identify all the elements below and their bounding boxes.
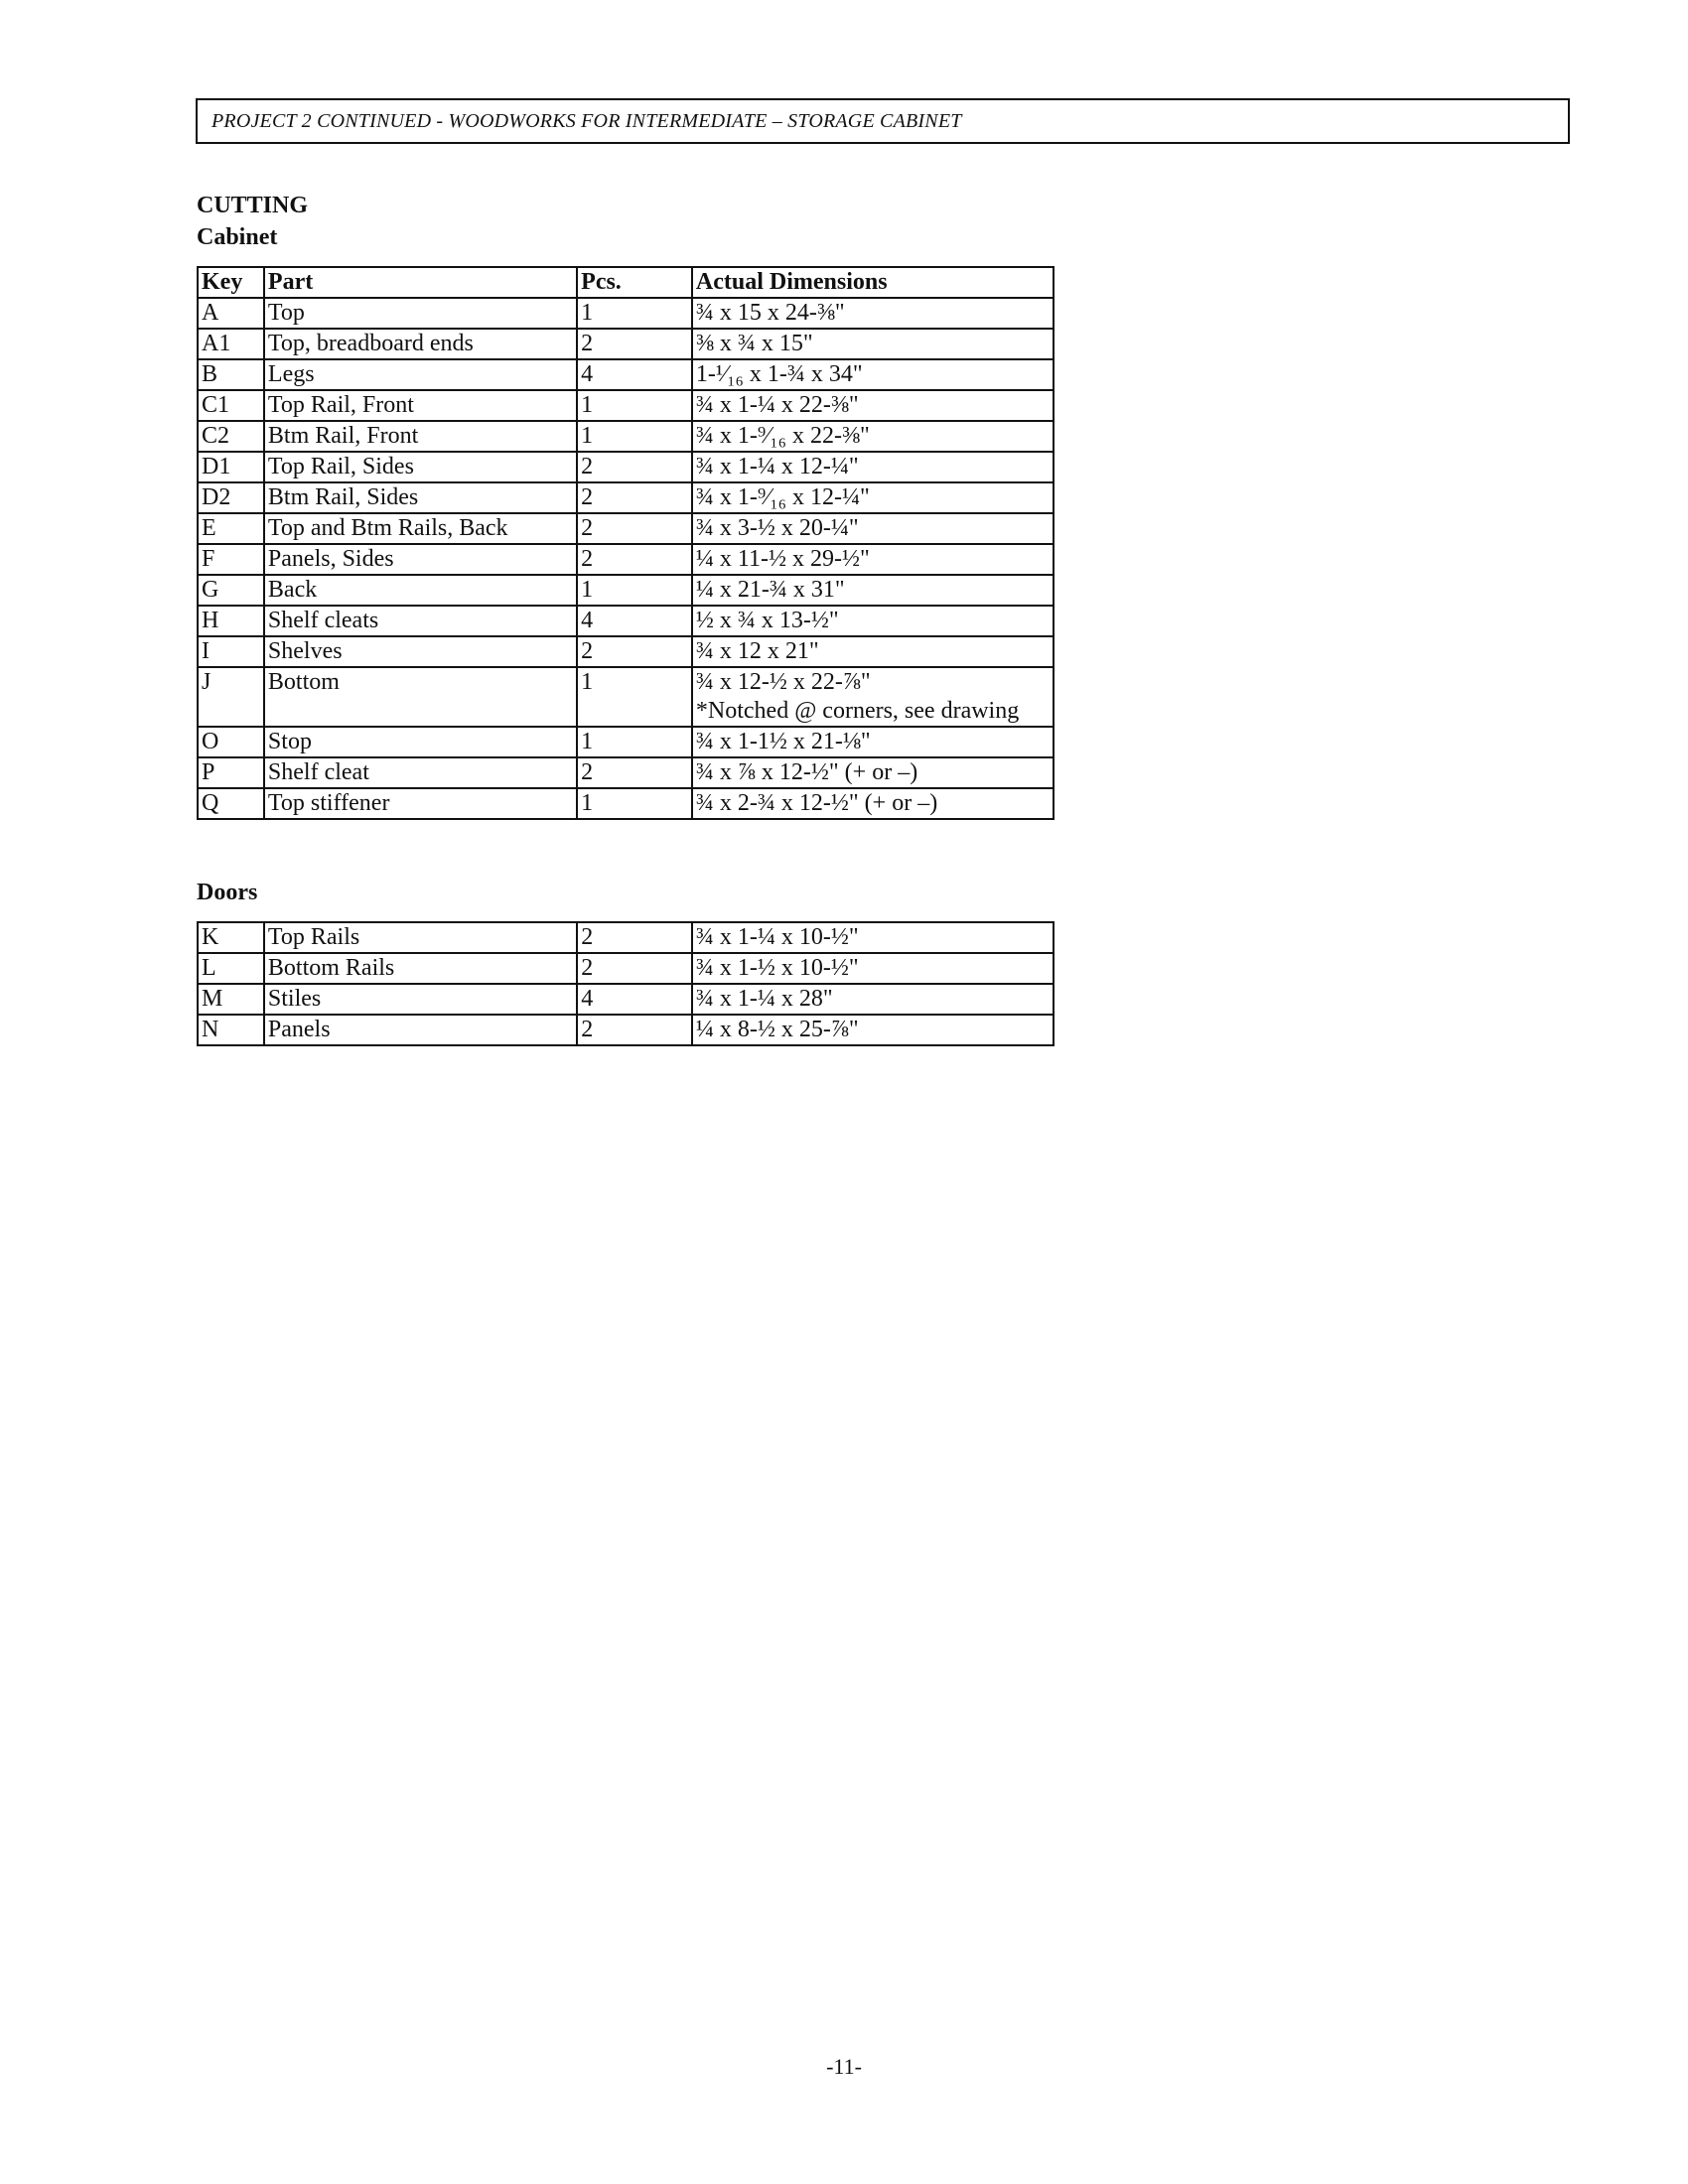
part-cell [264,922,577,953]
dimensions-cell [692,953,1054,984]
key-cell [198,298,264,329]
pcs-cell-text: 1 [581,392,594,418]
header-pcs: Pcs. [577,267,692,298]
table-row [198,606,1054,636]
table-row [198,359,1054,390]
dimensions-cell-text: ¼ x 11-½ x 29-½" [695,546,870,572]
key-cell [198,513,264,544]
dimensions-cell-text: 1-¹⁄₁₆ x 1-¾ x 34" [695,361,863,387]
pcs-cell [577,606,692,636]
pcs-cell [577,788,692,819]
cutting-title: CUTTING [197,193,309,218]
part-cell [264,757,577,788]
pcs-cell [577,953,692,984]
key-cell [198,575,264,606]
part-cell-text: Shelf cleats [267,608,379,633]
key-cell-text: H [202,608,219,633]
key-cell [198,984,264,1015]
dimensions-cell [692,1015,1054,1045]
part-cell-text: Panels [267,1017,331,1042]
key-cell-text: G [202,577,219,603]
dimensions-cell [692,298,1054,329]
dimensions-cell-text: ¼ x 8-½ x 25-⅞" [695,1017,859,1042]
key-cell-text: D1 [202,454,231,479]
key-cell [198,544,264,575]
dimensions-cell [692,390,1054,421]
part-cell-text: Bottom Rails [267,955,395,981]
pcs-cell-text: 2 [581,924,594,950]
pcs-cell-text: 2 [581,1017,594,1042]
table-row [198,421,1054,452]
doors-cutting-table [197,921,1055,1046]
pcs-cell-text: 4 [581,361,594,387]
table-row [198,329,1054,359]
dimensions-cell-text: ¾ x 15 x 24-⅜" [695,300,845,326]
dimensions-cell-text: ¾ x 3-½ x 20-¼" [695,515,859,541]
key-cell-text: A [202,300,219,326]
key-cell [198,727,264,757]
pcs-cell [577,667,692,727]
table-row [198,575,1054,606]
pcs-cell [577,390,692,421]
dimensions-cell [692,575,1054,606]
key-cell [198,1015,264,1045]
header-dimensions: Actual Dimensions [692,267,1054,298]
part-cell [264,575,577,606]
part-cell-text: Legs [267,361,315,387]
key-cell [198,359,264,390]
key-cell-text: E [202,515,216,541]
pcs-cell [577,984,692,1015]
pcs-cell-text: 4 [581,608,594,633]
key-cell [198,953,264,984]
pcs-cell-text: 1 [581,790,594,816]
pcs-cell-text: 2 [581,638,594,664]
dimensions-cell [692,727,1054,757]
key-cell-text: J [202,669,211,695]
pcs-cell-text: 2 [581,759,594,785]
table-row [198,757,1054,788]
dimensions-cell-text: ¾ x 12-½ x 22-⅞" [695,669,871,695]
part-cell [264,788,577,819]
dimensions-cell-text: ¾ x 2-¾ x 12-½" (+ or –) [695,790,938,816]
dimensions-cell [692,452,1054,482]
pcs-cell [577,298,692,329]
dimensions-cell [692,636,1054,667]
pcs-cell [577,575,692,606]
key-cell [198,922,264,953]
table-row [198,727,1054,757]
dimensions-cell-text: ¾ x ⅞ x 12-½" (+ or –) [695,759,918,785]
cabinet-cutting-table [197,266,1055,820]
key-cell [198,667,264,727]
part-cell-text: Stiles [267,986,322,1012]
pcs-cell-text: 1 [581,423,594,449]
table-row [198,544,1054,575]
pcs-cell-text: 2 [581,955,594,981]
header-part: Part [264,267,577,298]
key-cell-text: A1 [202,331,231,356]
pcs-cell-text: 2 [581,515,594,541]
pcs-cell [577,757,692,788]
key-cell [198,757,264,788]
dimensions-cell-text: ¼ x 21-¾ x 31" [695,577,845,603]
part-cell-text: Top and Btm Rails, Back [267,515,508,541]
key-cell-text: I [202,638,210,664]
table-row [198,482,1054,513]
part-cell [264,667,577,727]
key-cell [198,452,264,482]
dimensions-cell [692,482,1054,513]
table-row [198,636,1054,667]
header-title: PROJECT 2 CONTINUED - WOODWORKS FOR INTERMEDIATE – STORAGE CABINET [211,109,962,132]
pcs-cell [577,922,692,953]
table-row [198,922,1054,953]
dimensions-note: *Notched @ corners, see drawing [695,698,1020,724]
part-cell-text: Top Rail, Sides [267,454,414,479]
part-cell-text: Top stiffener [267,790,390,816]
dimensions-cell-text: ¾ x 1-¼ x 28" [695,986,833,1012]
part-cell-text: Top Rail, Front [267,392,414,418]
pcs-cell [577,452,692,482]
key-cell-text: C1 [202,392,230,418]
dimensions-cell [692,667,1054,727]
dimensions-cell-text: ⅜ x ¾ x 15" [695,331,813,356]
dimensions-cell-text: ¾ x 12 x 21" [695,638,819,664]
table-row [198,513,1054,544]
header-key: Key [198,267,264,298]
dimensions-cell [692,329,1054,359]
part-cell [264,544,577,575]
key-cell [198,329,264,359]
part-cell [264,298,577,329]
dimensions-cell-text: ¾ x 1-¼ x 22-⅜" [695,392,859,418]
part-cell [264,513,577,544]
dimensions-cell [692,421,1054,452]
part-cell-text: Shelf cleat [267,759,369,785]
key-cell [198,482,264,513]
dimensions-cell [692,984,1054,1015]
dimensions-cell [692,359,1054,390]
key-cell [198,606,264,636]
page-number: -11- [826,2054,862,2079]
table-row [198,984,1054,1015]
table-row [198,1015,1054,1045]
dimensions-cell [692,513,1054,544]
page-header [196,98,1570,144]
part-cell [264,421,577,452]
part-cell [264,953,577,984]
key-cell [198,636,264,667]
table-row [198,788,1054,819]
part-cell [264,606,577,636]
part-cell-text: Back [267,577,318,603]
pcs-cell [577,636,692,667]
table-row [198,298,1054,329]
part-cell-text: Shelves [267,638,343,664]
dimensions-cell [692,606,1054,636]
pcs-cell-text: 2 [581,484,594,510]
part-cell-text: Top Rails [267,924,360,950]
part-cell-text: Panels, Sides [267,546,394,572]
pcs-cell-text: 2 [581,454,594,479]
pcs-cell-text: 1 [581,669,594,695]
dimensions-cell [692,544,1054,575]
part-cell-text: Bottom [267,669,340,695]
pcs-cell [577,544,692,575]
pcs-cell [577,329,692,359]
pcs-cell-text: 4 [581,986,594,1012]
part-cell [264,390,577,421]
pcs-cell [577,421,692,452]
key-cell-text: L [202,955,216,981]
dimensions-cell [692,922,1054,953]
dimensions-cell [692,757,1054,788]
dimensions-cell-text: ¾ x 1-½ x 10-½" [695,955,859,981]
key-cell-text: M [202,986,223,1012]
part-cell [264,329,577,359]
dimensions-cell-text: ¾ x 1-1½ x 21-⅛" [695,729,871,754]
doors-title: Doors [197,880,258,905]
part-cell-text: Btm Rail, Front [267,423,419,449]
key-cell-text: C2 [202,423,230,449]
part-cell [264,452,577,482]
table-header-row [198,267,1054,298]
part-cell-text: Btm Rail, Sides [267,484,419,510]
dimensions-cell-text: ¾ x 1-¼ x 12-¼" [695,454,859,479]
key-cell-text: K [202,924,219,950]
dimensions-cell-text: ¾ x 1-⁹⁄₁₆ x 22-⅜" [695,423,870,449]
part-cell [264,984,577,1015]
pcs-cell-text: 1 [581,577,594,603]
pcs-cell-text: 2 [581,331,594,356]
key-cell [198,390,264,421]
pcs-cell-text: 1 [581,729,594,754]
key-cell-text: N [202,1017,219,1042]
pcs-cell-text: 2 [581,546,594,572]
table-row [198,953,1054,984]
key-cell-text: B [202,361,218,387]
pcs-cell [577,513,692,544]
part-cell [264,359,577,390]
dimensions-cell-text: ¾ x 1-⁹⁄₁₆ x 12-¼" [695,484,870,510]
table-row [198,452,1054,482]
key-cell-text: Q [202,790,219,816]
pcs-cell-text: 1 [581,300,594,326]
dimensions-cell-text: ½ x ¾ x 13-½" [695,608,839,633]
key-cell-text: O [202,729,219,754]
part-cell-text: Stop [267,729,312,754]
part-cell [264,727,577,757]
table-row [198,390,1054,421]
key-cell-text: F [202,546,215,572]
pcs-cell [577,1015,692,1045]
key-cell [198,788,264,819]
pcs-cell [577,482,692,513]
part-cell-text: Top [267,300,305,326]
pcs-cell [577,727,692,757]
pcs-cell [577,359,692,390]
part-cell-text: Top, breadboard ends [267,331,474,356]
part-cell [264,1015,577,1045]
table-row [198,667,1054,727]
key-cell-text: P [202,759,215,785]
cabinet-subtitle: Cabinet [197,224,278,250]
key-cell [198,421,264,452]
part-cell [264,482,577,513]
part-cell [264,636,577,667]
dimensions-cell [692,788,1054,819]
dimensions-cell-text: ¾ x 1-¼ x 10-½" [695,924,859,950]
key-cell-text: D2 [202,484,231,510]
